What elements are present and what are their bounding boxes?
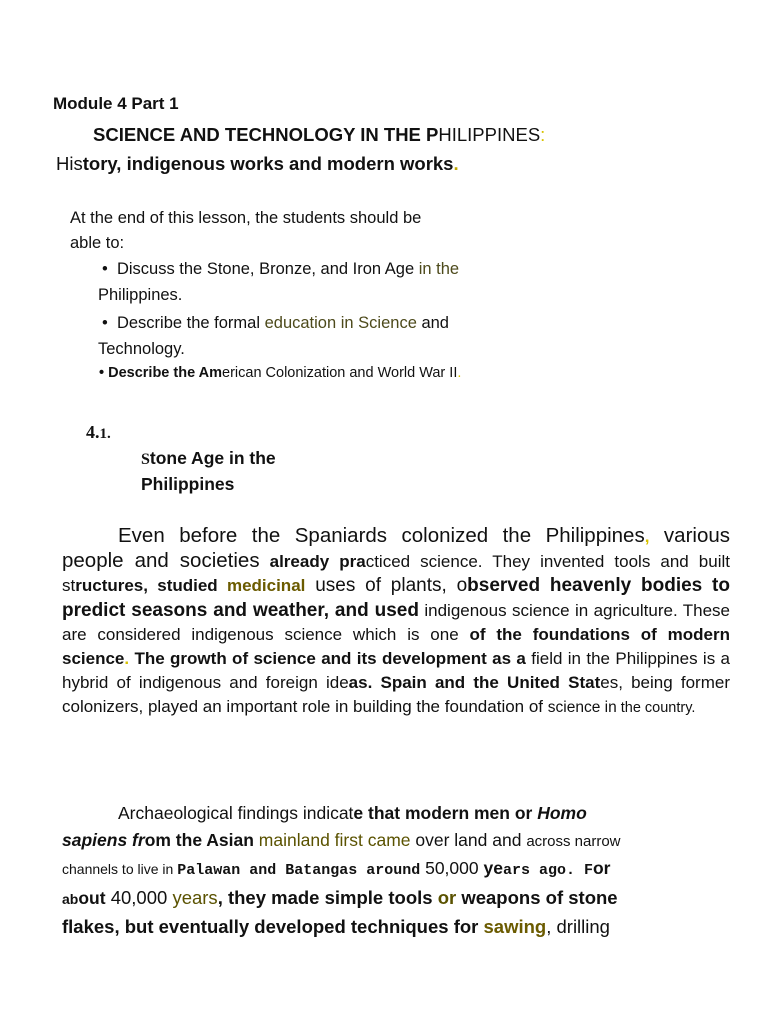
section-title-initial: S bbox=[141, 451, 150, 468]
p2-s3: Homo bbox=[537, 803, 587, 823]
p1-s7: medicinal bbox=[226, 576, 306, 596]
p2-s12: 50,000 bbox=[420, 858, 484, 878]
p1-s15: es, being former colonizers, played an important role in building the foundation of bbox=[62, 673, 730, 717]
objective-3-text-b: e bbox=[222, 365, 231, 381]
p2-s1: Archaeological findings indicat bbox=[118, 803, 354, 823]
section-number bbox=[86, 422, 111, 443]
objectives-intro-line-2: able to: bbox=[70, 234, 125, 252]
p2-line-1 bbox=[62, 800, 730, 827]
p2-s7: first came bbox=[329, 830, 411, 850]
p1-s8: uses of plants, o bbox=[305, 575, 468, 597]
subtitle-part-2: tory, indigenous works and modern works bbox=[82, 153, 454, 174]
p2-s5: om the Asian bbox=[144, 830, 254, 850]
objective-item-2 bbox=[102, 311, 449, 336]
section-number-major: 4. bbox=[86, 422, 100, 442]
p2-s18: 40,000 bbox=[105, 887, 173, 908]
p1-s9: bserved heavenly bodies to predict seasons and weather, and used bbox=[62, 575, 730, 621]
objective-3-text-c: rican Colonization and World War II bbox=[230, 365, 458, 381]
p2-s20: , they made simple tools bbox=[217, 887, 438, 908]
p2-s16: ab bbox=[62, 891, 79, 907]
p2-s6: mainland bbox=[253, 830, 330, 850]
paragraph-1 bbox=[62, 524, 730, 721]
p2-s22: weapons of stone bbox=[456, 887, 618, 908]
p1-s12: The growth of science and its development as a bbox=[129, 649, 526, 669]
p2-s17: out bbox=[78, 888, 106, 908]
objective-1-text-a: Discuss the Stone, Bronze, and Iron Age bbox=[116, 260, 419, 278]
module-heading: Module 4 Part 1 bbox=[53, 94, 179, 113]
p1-s13: field in the Philippines is a hybrid of indigenous and foreign ide bbox=[62, 649, 731, 693]
objective-3-text-a: Describe the Am bbox=[108, 365, 222, 381]
p1-s17: the country. bbox=[616, 700, 696, 717]
page-subtitle bbox=[56, 153, 459, 175]
section-title-line-2: Philippines bbox=[141, 474, 235, 494]
p2-line-4 bbox=[62, 884, 730, 913]
objective-item-1 bbox=[102, 257, 459, 282]
p2-s15: or bbox=[592, 858, 611, 878]
p1-s2: various bbox=[649, 524, 731, 547]
title-part-1: SCIENCE AND TECHNOLOGY IN THE P bbox=[93, 124, 439, 145]
p2-line-5 bbox=[62, 913, 730, 941]
p2-s8: over land and bbox=[410, 830, 527, 850]
p2-line-3 bbox=[62, 855, 730, 884]
p2-s25: , drilling bbox=[546, 916, 610, 937]
p2-s23: flakes, but eventually developed techniques for bbox=[62, 916, 484, 937]
p2-s9: across narrow bbox=[526, 833, 621, 850]
p2-s24: sawing bbox=[483, 916, 547, 937]
p2-s10: channels to live in bbox=[62, 861, 178, 877]
p1-s11: of the foundations of modern science bbox=[62, 624, 730, 669]
p1-s5: cticed science. They invented tools and built st bbox=[62, 552, 730, 596]
paragraph-2 bbox=[62, 800, 730, 941]
title-punct: : bbox=[540, 124, 546, 145]
title-part-2: HILIPPINES bbox=[438, 124, 541, 145]
p1-s16: science in bbox=[547, 699, 617, 717]
p1-s14: as. Spain and the United Stat bbox=[348, 673, 601, 693]
bullet-icon: • bbox=[102, 314, 108, 332]
section-number-minor: 1. bbox=[99, 426, 111, 442]
p1-s10: indigenous science in agriculture. These are considered indigenous science which is one bbox=[62, 600, 730, 644]
objectives-intro-line-1: At the end of this lesson, the students should be bbox=[70, 209, 422, 227]
objective-2-text-b: education in Science bbox=[264, 314, 417, 332]
p2-s2: e that modern men or bbox=[353, 803, 538, 823]
objective-item-3 bbox=[99, 361, 461, 386]
section-title bbox=[141, 446, 361, 496]
bullet-icon: • bbox=[102, 260, 108, 278]
objective-item-1-line-2: Philippines. bbox=[98, 286, 183, 304]
p1-s1: Even before the Spaniards colonized the Philippines bbox=[118, 524, 645, 547]
objective-2-text-c: and bbox=[416, 314, 449, 332]
p1-s4: already pra bbox=[259, 552, 366, 572]
p1-s3: people and societies bbox=[62, 549, 260, 573]
p1-s1-comma: , bbox=[644, 527, 650, 546]
p2-s11: Palawan and Batangas around bbox=[177, 862, 421, 879]
subtitle-punct: . bbox=[453, 153, 459, 174]
p1-s6: ructures, studied bbox=[75, 576, 227, 596]
p2-s4: sapiens fr bbox=[62, 830, 145, 850]
objective-2-text-a: Describe the formal bbox=[116, 314, 265, 332]
p2-line-2 bbox=[62, 827, 730, 855]
objective-1-text-b: in the bbox=[418, 260, 460, 278]
subtitle-part-1: His bbox=[56, 153, 83, 174]
p1-s11-dot: . bbox=[124, 649, 130, 669]
p2-s14: ars ago. F bbox=[502, 862, 593, 879]
section-title-line-1: tone Age in the bbox=[149, 448, 276, 468]
bullet-icon: • bbox=[99, 365, 105, 381]
p2-s19: years bbox=[172, 887, 218, 908]
p2-s21: or bbox=[437, 887, 457, 908]
objective-item-2-line-2: Technology. bbox=[98, 340, 185, 358]
page-title bbox=[93, 124, 545, 146]
objective-3-text-d: . bbox=[457, 365, 462, 381]
p2-s13: ye bbox=[483, 858, 503, 878]
